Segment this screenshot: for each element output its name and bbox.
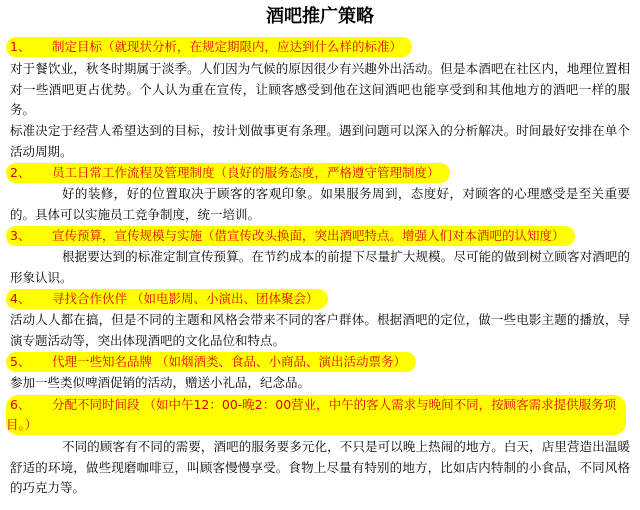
section-5-paragraph: 参加一些类似啤酒促销的活动，赠送小礼品，纪念品。 [10,375,311,390]
section-1-heading-text: 制定目标（就现状分析，在规定期限内，应达到什么样的标准） [52,39,403,54]
section-3-number: 3、 [10,228,31,243]
section-1-heading [6,37,412,57]
section-4-number: 4、 [10,291,31,306]
document-title: 酒吧推广策略 [266,6,374,27]
section-2-heading-text: 员工日常工作流程及管理制度（良好的服务态度，严格遵守管理制度） [52,165,440,180]
section-1-paragraph-2: 标准决定于经营人希望达到的目标，按计划做事更有条理。遇到问题可以深入的分析解决。时间最好安排在单个活动周期。 [10,123,630,159]
section-6-paragraph: 不同的顾客有不同的需要，酒吧的服务要多元化，不只是可以晚上热闹的地方。白天，店里营造出温暖舒适的环境，做些现磨咖啡豆，叫顾客慢慢享受。食物上尽量有特别的地方，比如店内特制的小食品，不同风格的巧克力等。 [10,439,630,495]
section-3-heading [6,226,575,246]
section-1-paragraph-1: 对于餐饮业，秋冬时期属于淡季。人们因为气候的原因很少有兴趣外出活动。但是本酒吧在社区内，地理位置相对一些酒吧更占优势。个人认为重在宣传，让顾客感受到他在这间酒吧也能享受到和其他地方的酒吧一样的服务。 [10,61,630,117]
section-5-heading-text: 代理一些知名品牌 （如烟酒类、食品、小商品、演出活动票务） [52,354,406,369]
section-1-number: 1、 [10,39,31,54]
section-4-heading-text: 寻找合作伙伴 （如电影周、小演出、团体聚会） [52,291,319,306]
section-3-heading-text: 宣传预算，宣传规模与实施（借宣传改头换面，突出酒吧特点。增强人们对本酒吧的认知度） [52,228,565,243]
section-2-heading [6,163,450,183]
section-5-heading [6,352,416,372]
section-2-paragraph: 好的装修，好的位置取决于顾客的客观印象。如果服务周到，态度好，对顾客的心理感受是至关重要的。具体可以实施员工竞争制度，统一培训。 [10,186,630,222]
section-5-number: 5、 [10,354,31,369]
section-6-number: 6、 [10,397,31,412]
section-4-paragraph: 活动人人都在搞，但是不同的主题和风格会带来不同的客户群体。根据酒吧的定位，做一些电影主题的播放，导演专题活动等，突出体现酒吧的文化品位和特点。 [10,312,630,348]
section-4-heading [6,289,328,309]
section-3-paragraph: 根据要达到的标准定制宣传预算。在节约成本的前提下尽量扩大规模。尽可能的做到树立顾客对酒吧的形象认识。 [10,249,630,285]
section-6-heading [6,395,626,435]
section-6-heading-text: 分配不同时间段 （如中午12：00-晚2：00营业，中午的客人需求与晚间不同，按顾客需求提供服务项目。） [6,397,617,432]
section-2-number: 2、 [10,165,31,180]
